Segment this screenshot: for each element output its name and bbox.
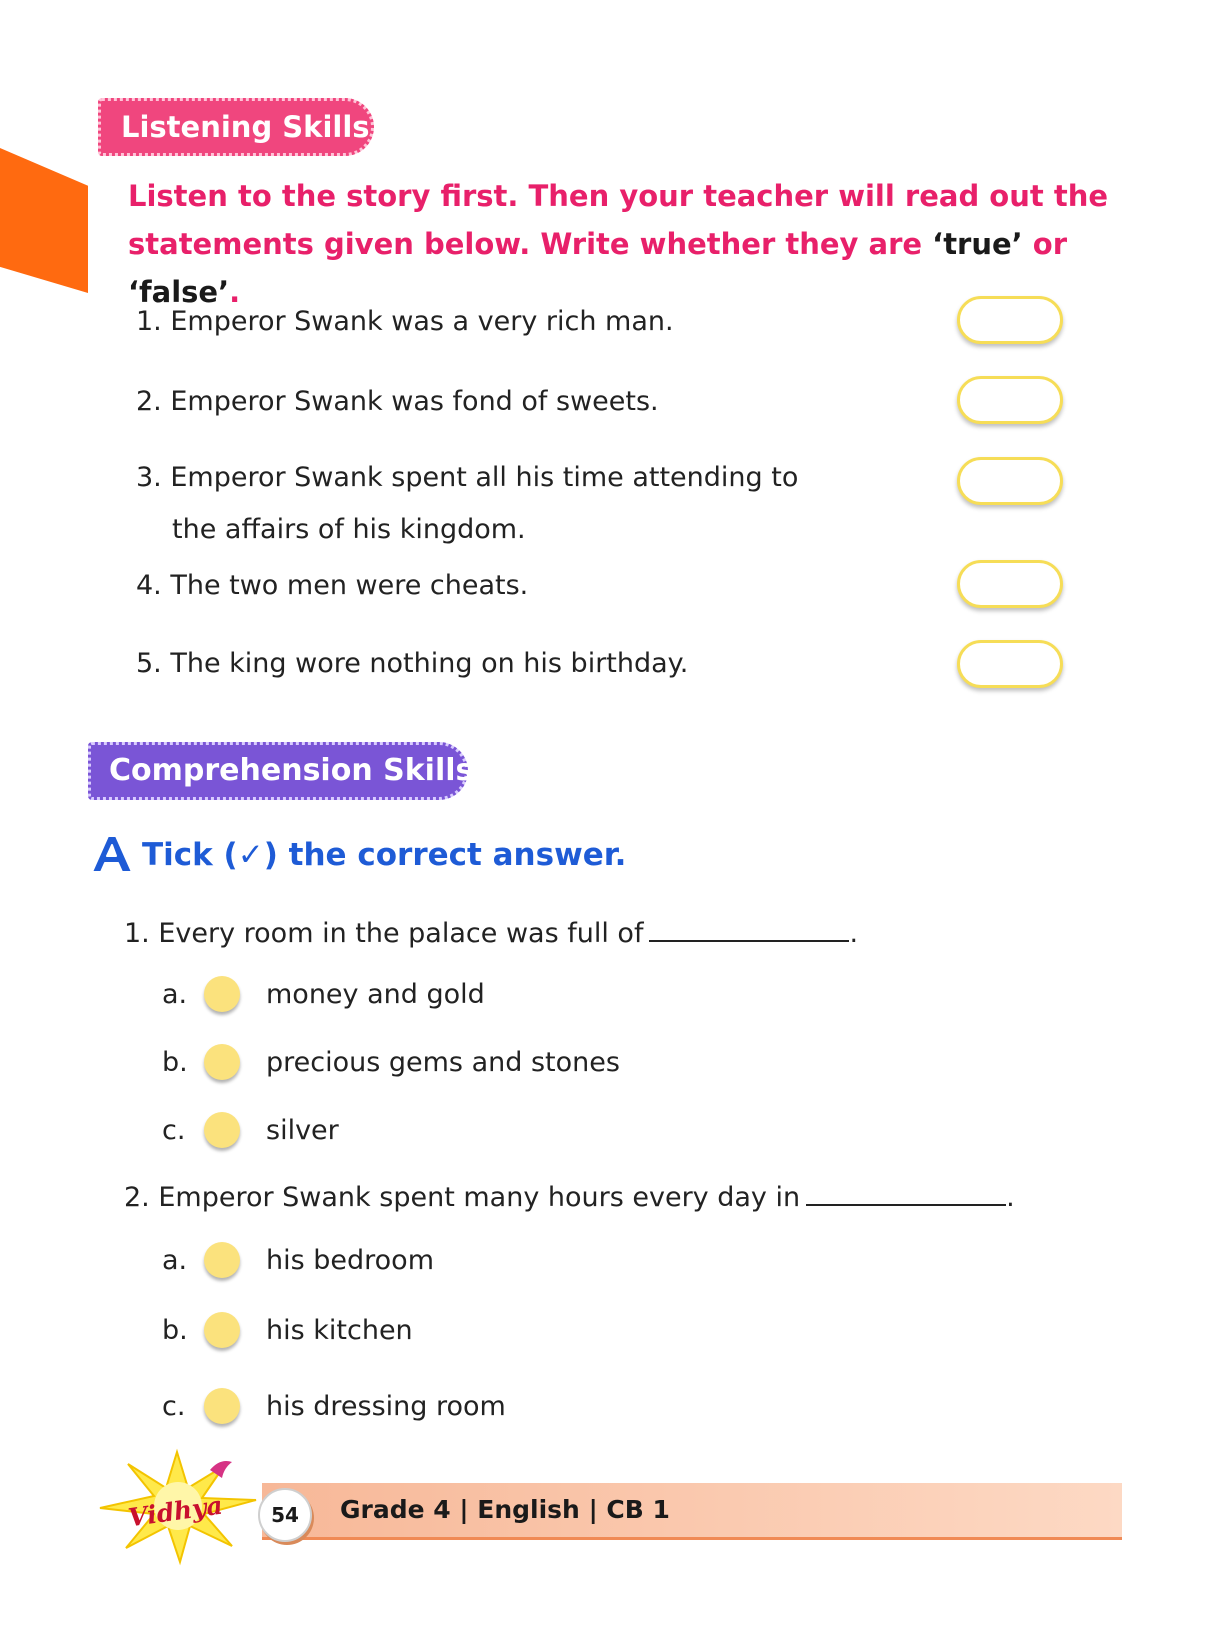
q1-option-c[interactable] bbox=[162, 1108, 339, 1152]
tick-circle[interactable] bbox=[204, 1044, 240, 1080]
tick-circle[interactable] bbox=[204, 1312, 240, 1348]
instruction-period: . bbox=[229, 275, 241, 309]
statement-3: 3. Emperor Swank spent all his time attending to bbox=[136, 462, 799, 493]
instruction-text: Listen to the story first. Then your teacher will read out the statements given below. Write whether they are bbox=[128, 179, 1109, 261]
statement-4: 4. The two men were cheats. bbox=[136, 570, 529, 601]
answer-box-1[interactable] bbox=[957, 296, 1063, 344]
option-text: his bedroom bbox=[266, 1244, 434, 1276]
page-number: 54 bbox=[258, 1488, 312, 1542]
option-text: his dressing room bbox=[266, 1390, 506, 1422]
listening-instruction bbox=[128, 172, 1188, 316]
answer-box-4[interactable] bbox=[957, 560, 1063, 608]
tick-heading-text: Tick (✓) the correct answer. bbox=[142, 837, 627, 873]
q1-option-a[interactable] bbox=[162, 972, 485, 1016]
logo-text: Vidhya bbox=[126, 1490, 225, 1533]
answer-box-2[interactable] bbox=[957, 376, 1063, 424]
tick-circle[interactable] bbox=[204, 976, 240, 1012]
listening-skills-badge: Listening Skills bbox=[98, 98, 374, 156]
footer-sep-2: | bbox=[588, 1495, 598, 1524]
footer-text bbox=[340, 1490, 670, 1530]
statement-5: 5. The king wore nothing on his birthday. bbox=[136, 648, 689, 679]
q2-option-b[interactable] bbox=[162, 1308, 413, 1352]
q2-option-c[interactable] bbox=[162, 1384, 506, 1428]
footer-book: CB 1 bbox=[606, 1495, 670, 1524]
tick-circle[interactable] bbox=[204, 1388, 240, 1424]
statement-1: 1. Emperor Swank was a very rich man. bbox=[136, 306, 674, 337]
option-text: silver bbox=[266, 1114, 339, 1146]
comprehension-skills-badge: Comprehension Skills bbox=[88, 742, 468, 800]
false-word: ‘false’ bbox=[128, 275, 230, 309]
corner-tab-decoration bbox=[0, 148, 88, 293]
footer-subject: English bbox=[477, 1495, 580, 1524]
option-letter: c. bbox=[162, 1114, 186, 1146]
question-1-blank bbox=[649, 914, 849, 942]
statement-2: 2. Emperor Swank was fond of sweets. bbox=[136, 386, 659, 417]
option-text: his kitchen bbox=[266, 1314, 413, 1346]
q2-option-a[interactable] bbox=[162, 1238, 434, 1282]
tick-circle[interactable] bbox=[204, 1242, 240, 1278]
question-1-text: 1. Every room in the palace was full of bbox=[124, 918, 644, 949]
question-2-blank bbox=[806, 1178, 1006, 1206]
question-2-end: . bbox=[1006, 1182, 1015, 1213]
option-letter: c. bbox=[162, 1390, 186, 1422]
statement-3-cont: the affairs of his kingdom. bbox=[172, 514, 526, 545]
question-2-text: 2. Emperor Swank spent many hours every day in bbox=[124, 1182, 801, 1213]
answer-box-5[interactable] bbox=[957, 640, 1063, 688]
or-word: or bbox=[1022, 227, 1068, 261]
footer-grade: Grade 4 bbox=[340, 1495, 451, 1524]
tick-circle[interactable] bbox=[204, 1112, 240, 1148]
answer-box-3[interactable] bbox=[957, 457, 1063, 505]
option-letter: b. bbox=[162, 1314, 188, 1346]
letter-a-icon bbox=[88, 832, 134, 878]
true-word: ‘true’ bbox=[932, 227, 1023, 261]
footer-sep-1: | bbox=[459, 1495, 469, 1524]
question-1-end: . bbox=[849, 918, 859, 949]
option-letter: a. bbox=[162, 1244, 188, 1276]
option-letter: a. bbox=[162, 978, 188, 1010]
q1-option-b[interactable] bbox=[162, 1040, 620, 1084]
question-2 bbox=[124, 1176, 1015, 1220]
option-text: precious gems and stones bbox=[266, 1046, 620, 1078]
question-1 bbox=[124, 912, 858, 956]
option-text: money and gold bbox=[266, 978, 485, 1010]
tick-heading bbox=[88, 830, 626, 880]
option-letter: b. bbox=[162, 1046, 188, 1078]
